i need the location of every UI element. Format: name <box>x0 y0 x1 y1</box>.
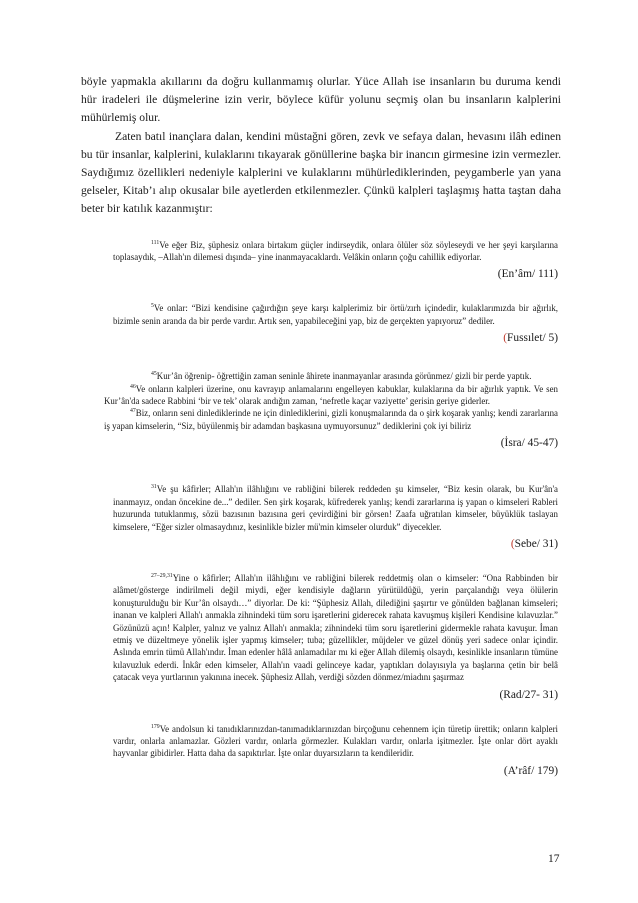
reference-open-paren: ( <box>503 332 508 345</box>
verse-paragraph <box>104 407 558 432</box>
verse-number: 46 <box>130 383 136 390</box>
reference-text: Sebe/ 31) <box>514 537 558 550</box>
reference-text: Fussılet/ 5) <box>507 332 558 345</box>
verse-text: Biz, onların seni dinlediklerinde ne için dinlediklerini, gizli konuşmalarında da o şirk koşarak yanlış; kendi zararlarına iş yapan kimselerin, “Siz, büyülenmiş bir adamdan başkasına uymuyorsunuz” dediklerini çok iyi biliriz <box>104 408 558 431</box>
body-paragraph-1: böyle yapmakla akıllarını da doğru kullanmamış olurlar. Yüce Allah ise insanların bu duruma kendi hür iradeleri ile düşmelerine izin verir, böylece küfür yolunu seçmiş olan bu insanların kalplerini mühürlemiş olur. <box>81 75 561 125</box>
verse-text: Ve onların kalpleri üzerine, onu kavrayıp anlamalarını engelleyen kabuklar, kulaklarına da bir ağırlık yaptık. Ve sen Kur’ân'da sadece Rabbini ‘bir ve tek’ olarak andığın zaman, ‘nefretle kaçar vaziyette’ gerisin geriye giderler. <box>104 383 558 407</box>
quote-rad-27-31 <box>113 572 558 703</box>
quote-enam-111 <box>113 239 558 283</box>
verse-number: 5 <box>151 303 154 310</box>
body-paragraph-2: Zaten batıl inançlara dalan, kendini müstağni gören, zevk ve sefaya dalan, hevasını ilâh edinen bu tür insanlar, kalplerini, kulaklarını tıkayarak gönüllerine başka bir inancın girmesine izin vermezler. Saydığımız özellikleri nedeniyle kalplerini ve kulaklarını mühürlediklerinden, peygamberle yan yana gelseler, Kitab’ı alıp okusalar bile ayetlerden etkilenmezler. Çünkü kalpleri taşlaşmış hatta taştan daha beter bir katılık kazanmıştır: <box>81 129 561 216</box>
reference-open-paren: ( <box>510 537 515 550</box>
page-content <box>81 73 561 779</box>
quote-fussilet-5 <box>113 302 558 346</box>
verse-reference: (En’âm/ 111) <box>497 268 558 281</box>
verse-text: Kur’ân öğrenip- öğrettiğin zaman seninle âhirete inanmayanlar arasında görünmez/ gizli bir perde yaptık. <box>156 371 532 382</box>
verse-reference: (Rad/27- 31) <box>499 688 558 701</box>
verse-number: 47 <box>130 408 136 415</box>
verse-number: 27–29,31 <box>151 572 173 579</box>
verse-number: 45 <box>151 371 157 378</box>
verse-number: 31 <box>151 484 157 491</box>
quote-sebe-31 <box>113 483 558 552</box>
verse-reference: (A’râf/ 179) <box>503 764 558 777</box>
verse-reference <box>113 536 558 552</box>
verse-paragraph <box>104 383 558 408</box>
verse-paragraph <box>113 572 558 684</box>
verse-text: Ve eğer Biz, şüphesiz onlara birtakım güçler indirseydik, onlara ölüler söz söyleseydi ve her şeyi karşılarına toplasaydık, –Allah'ın dilemesi dışında– yine inanmayacaklardı. Velâkin onların çoğu cahillik ediyorlar. <box>113 239 558 263</box>
verse-text: Ve onlar: “Bizi kendisine çağırdığın şeye karşı kalplerimiz bir örtü/zırh içindedir, kulaklarımızda bir ağırlık, bizimle senin aranda da bir perde vardır. Artık sen, yapabileceğini yap, biz de gerçekten yapıyoruz” dediler. <box>113 303 558 326</box>
verse-reference: (İsra/ 45-47) <box>500 437 558 450</box>
verse-number: 179 <box>151 723 160 730</box>
verse-reference <box>113 330 558 346</box>
verse-text: Ve andolsun ki tanıdıklarınızdan-tanımadıklarınızdan birçoğunu cehennem için türetip ürettik; onların kalpleri vardır, onlarla anlamazlar. Gözleri vardır, onlarla görmezler. Kulakları vardır, onlarla işitmezler. İşte onlar dört ayaklı hayvanlar gibidirler. Hatta daha da sapıktırlar. İşte onlar duyarsızların ta kendileridir. <box>113 723 558 759</box>
page-number: 17 <box>548 853 560 865</box>
verse-number: 111 <box>151 239 160 246</box>
quote-isra-45-47 <box>104 370 558 451</box>
verse-paragraph <box>113 239 558 264</box>
verse-text: Yine o kâfirler; Allah'ın ilâhlığını ve rabliğini bilerek reddetmiş olan o kimseler: “Ona Rabbinden bir alâmet/gösterge indirilmeli değil miydi, eğer kendisiyle dağların yürütüldüğü, yerin parçalandığı veya ölülerin konuşturulduğu bir Kur’ân olsaydı…” diyorlar. De ki: “Şüphesiz Allah, dilediğini şaşırtır ve gönülden bağlanan kimseleri; inanan ve kalpleri Allah'ı anmakla zihnindeki tüm soru işaretlerini giderecek rahata kavuşmuş kişileri Kendisine kılavuzlar.” Gözünüzü açın! Kalpler, yalnız ve yalnız Allah'ı anmakla; zihnindeki tüm soru işaretlerini gidermekle rahata kavuşur. İman etmiş ve düzeltmeye yönelik işler yapmış kimseler; tuba; güzellikler, müjdeler ve güzel dönüş yeri sadece onlar içindir. Aslında emrin tümü Allah'ındır. İman edenler hâlâ anlamadılar mı ki eğer Allah dilemiş olsaydı, kesinlikle insanların tümüne kılavuzluk ederdi. İnkâr eden kimseler, Allah'ın vaadi gelinceye kadar, yaptıkları dolayısıyla ya başlarına çetin bir belâ çatacak veya yurtlarının yakınına inecek. Şüphesiz Allah, verdiği sözden dönmez/miadını şaşırmaz <box>113 572 558 683</box>
quote-araf-179 <box>113 723 558 779</box>
verse-paragraph <box>113 370 558 382</box>
verse-paragraph <box>113 483 558 533</box>
verse-paragraph <box>113 302 558 327</box>
verse-text: Ve şu kâfirler; Allah'ın ilâhlığını ve rabliğini bilerek reddeden şu kimseler, “Biz kesin olarak, bu Kur'ân'a inanmayız, ondan öncekine de...” dediler. Sen şirk koşarak, küfrederek yanlış; kendi zararlarına iş yapan o kimseleri Rableri huzurunda tutuklanmış, sözü bazısının bazısına geri çevirdiğini bir görsen! Zaafa uğratılan kimseler, büyüklük taslayan kimselere, “Eğer sizler olmasaydınız, kesinlikle bizler mü'min kimseler olurduk” diyecekler. <box>113 484 558 532</box>
verse-paragraph <box>113 723 558 760</box>
